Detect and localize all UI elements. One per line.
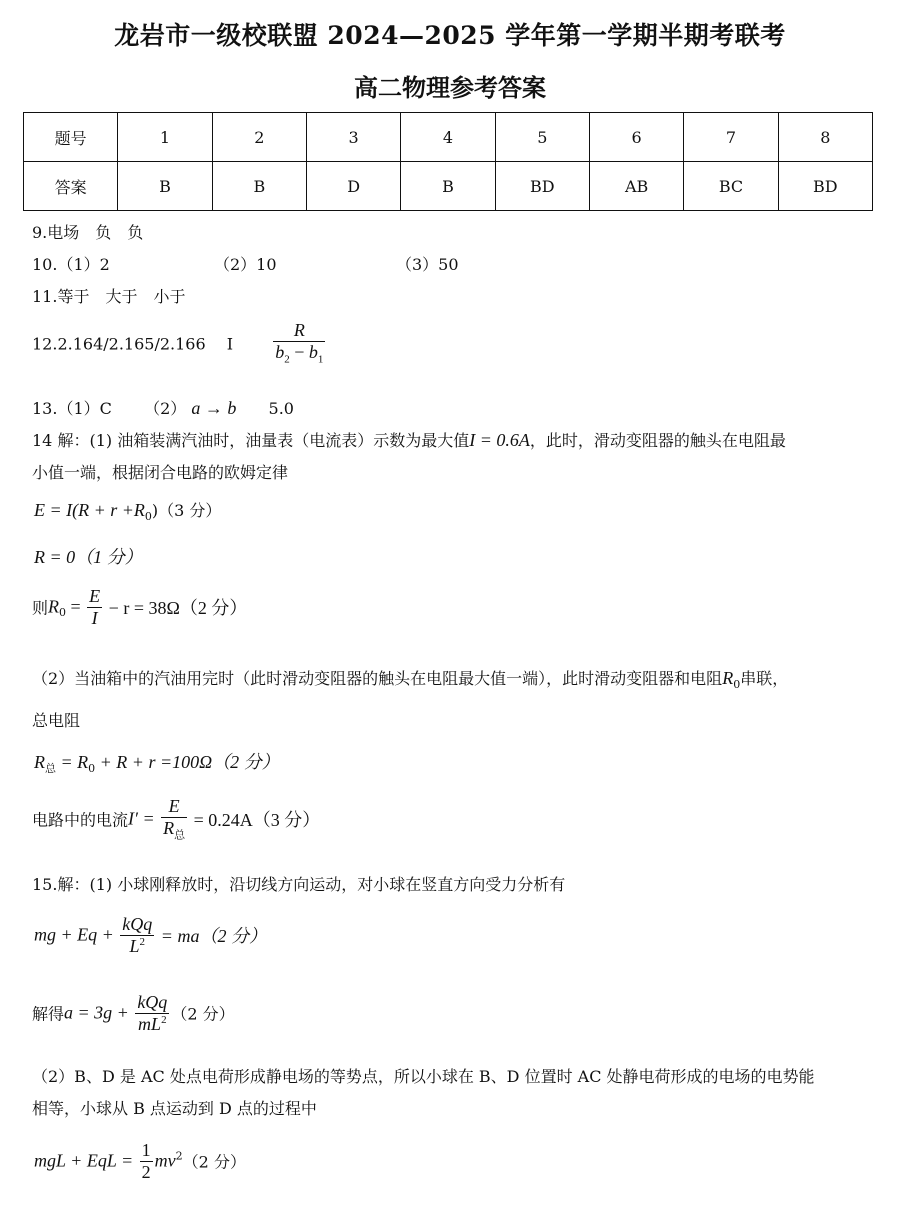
q14-eq2 [34, 543, 143, 569]
q14-eq4-rest: + R + r =100Ω（2 分） [95, 752, 280, 772]
question-number-cell: 5 [495, 113, 589, 162]
q14-eq4-sub0: 0 [88, 762, 96, 776]
q15-eq3-sup: 2 [175, 1149, 183, 1163]
q12-denominator [273, 342, 325, 366]
q15-eq1 [34, 914, 267, 956]
q12-sub2: 2 [284, 353, 290, 366]
q12-minus: − [289, 341, 309, 362]
q14-eq5-I: I′ = [128, 808, 160, 829]
q14-line1-text: 14 解：(1) 油箱装满汽油时，油量表（电流表）示数为最大值 [32, 431, 470, 450]
q15-eq3-numerator: 1 [141, 1140, 151, 1160]
q12-b2: b [275, 341, 285, 362]
q12-b1: b [308, 341, 318, 362]
q15-eq2-prefix: 解得 [32, 1004, 65, 1024]
q15-part2-line1: （2）B、D 是 AC 处点电荷形成静电场的等势点，所以小球在 B、D 位置时 AC 处静电荷形成的电场的电势能 [32, 1067, 815, 1086]
answer-cell: D [306, 162, 400, 211]
q14-eq5-fraction [161, 796, 187, 842]
q15-eq2-den-mL: mL [138, 1013, 162, 1034]
q13-part1: 13.（1）C [32, 399, 112, 418]
q15-eq3 [34, 1140, 246, 1182]
q15-eq1-numerator: kQq [122, 914, 153, 934]
q15-eq2-fraction [135, 992, 169, 1034]
q14-eq5-prefix: 电路中的电流 [32, 810, 129, 830]
q14-line2: 小值一端，根据闭合电路的欧姆定律 [32, 463, 289, 482]
q14-eq1 [34, 498, 221, 523]
q15-line1: 15.解：(1) 小球刚释放时，沿切线方向运动，对小球在竖直方向受力分析有 [32, 875, 566, 894]
q14-eq3-denominator: I [91, 607, 98, 628]
q14-line1 [32, 428, 786, 451]
q15-eq2-numerator: kQq [137, 992, 168, 1012]
answer-q11: 11.等于 大于 小于 [32, 287, 186, 306]
answer-cell: BD [495, 162, 589, 211]
q15-eq1-left: mg + Eq + [34, 924, 119, 945]
q14-eq2-text: R = 0（1 分） [34, 547, 143, 567]
q14-eq3-prefix: 则 [32, 598, 49, 618]
q15-part2-line2: 相等，小球从 B 点运动到 D 点的过程中 [32, 1099, 317, 1118]
q14-eq4-sub: 总 [45, 762, 56, 776]
q14-part2-line2: 总电阻 [32, 711, 81, 730]
q14-line1-tail: ，此时，滑动变阻器的触头在电阻最 [529, 431, 786, 450]
q15-eq1-den-sup: 2 [139, 935, 146, 948]
answer-cell: BC [684, 162, 778, 211]
row-label-answer: 答案 [24, 162, 118, 211]
answer-table [23, 112, 873, 211]
answer-q10-part3: （3）50 [396, 255, 459, 274]
q14-eq4 [34, 748, 280, 776]
q15-eq3-mv: mv [154, 1150, 176, 1171]
answer-cell: B [401, 162, 495, 211]
answer-cell: BD [778, 162, 872, 211]
q14-eq5-den-R: R [163, 817, 175, 838]
q15-eq3-tail: （2 分） [182, 1152, 246, 1172]
q15-eq3-fraction [140, 1140, 153, 1182]
question-number-cell: 1 [118, 113, 212, 162]
q15-eq3-denominator: 2 [141, 1161, 151, 1182]
q15-eq2-left: a = 3g + [64, 1002, 134, 1023]
q15-eq3-left: mgL + EqL = [34, 1150, 138, 1171]
q14-eq5-tail: = 0.24A（3 分） [189, 809, 321, 830]
q12-prefix: 12.2.164/2.165/2.166 I [32, 334, 234, 354]
answer-q9: 9.电场 负 负 [32, 223, 144, 242]
q14-eq1-main: E = I(R + r +R [34, 500, 145, 520]
q14-part2-R: R [722, 668, 734, 688]
document-title: 龙岩市一级校联盟 2024—2025 学年第一学期半期考联考 [114, 21, 786, 50]
q12-numerator: R [273, 320, 325, 342]
q12-fraction [273, 320, 325, 366]
question-number-cell: 4 [401, 113, 495, 162]
answer-q13 [32, 396, 294, 419]
answer-cell: B [118, 162, 212, 211]
answer-cell: B [212, 162, 306, 211]
q14-eq3 [32, 586, 247, 628]
q13-part2-label: （2） [144, 399, 187, 418]
q14-eq3-R: R [48, 596, 60, 617]
q14-eq3-numerator: E [89, 586, 101, 606]
q13-expression: a → b [191, 398, 237, 418]
q14-eq5-denominator [161, 818, 187, 842]
q14-part2-tail: 串联， [740, 669, 789, 688]
q14-eq1-sub: 0 [144, 510, 152, 524]
q15-eq2 [32, 992, 235, 1034]
q12-sub1: 1 [317, 353, 324, 366]
table-row-answers [24, 162, 873, 211]
question-number-cell: 7 [684, 113, 778, 162]
document-subtitle: 高二物理参考答案 [354, 73, 546, 102]
question-number-cell: 2 [212, 113, 306, 162]
q14-line1-eq: I = 0.6A [469, 430, 530, 450]
q15-eq2-den-sup: 2 [161, 1013, 167, 1026]
q14-part2-text: （2）当油箱中的汽油用完时（此时滑动变阻器的触头在电阻最大值一端），此时滑动变阻器和电阻 [32, 669, 723, 688]
question-number-cell: 3 [306, 113, 400, 162]
q15-eq2-denominator [135, 1014, 169, 1035]
question-number-cell: 8 [778, 113, 872, 162]
q14-eq3-sub: 0 [59, 605, 67, 619]
answer-q10-part2: （2）10 [214, 255, 277, 274]
q14-eq1-tail: )（3 分） [151, 501, 222, 520]
q14-eq5 [32, 796, 320, 842]
answer-q10-part1: 10.（1）2 [32, 255, 110, 274]
q15-eq2-tail: （2 分） [171, 1004, 235, 1024]
q14-eq5-den-sub: 总 [174, 829, 186, 842]
q15-eq1-denominator [120, 936, 154, 957]
q14-eq3-tail: − r = 38Ω（2 分） [104, 598, 248, 619]
q14-eq3-equals: = [66, 596, 86, 617]
q14-eq5-numerator: E [161, 796, 187, 818]
question-number-cell: 6 [589, 113, 683, 162]
q15-eq1-den-L: L [129, 935, 140, 956]
q14-part2-R-sub: 0 [733, 678, 741, 692]
q13-part3: 5.0 [268, 399, 294, 418]
q15-eq1-tail: = ma（2 分） [156, 926, 267, 947]
q14-part2-line1 [32, 666, 788, 691]
table-row-question-numbers [24, 113, 873, 162]
answer-q12 [32, 320, 327, 366]
row-label-question: 题号 [24, 113, 118, 162]
answer-cell: AB [589, 162, 683, 211]
q15-eq1-fraction [120, 914, 154, 956]
q14-eq3-fraction [87, 586, 102, 628]
q14-eq4-mid: = R [56, 752, 89, 772]
q14-eq4-R: R [34, 752, 45, 772]
